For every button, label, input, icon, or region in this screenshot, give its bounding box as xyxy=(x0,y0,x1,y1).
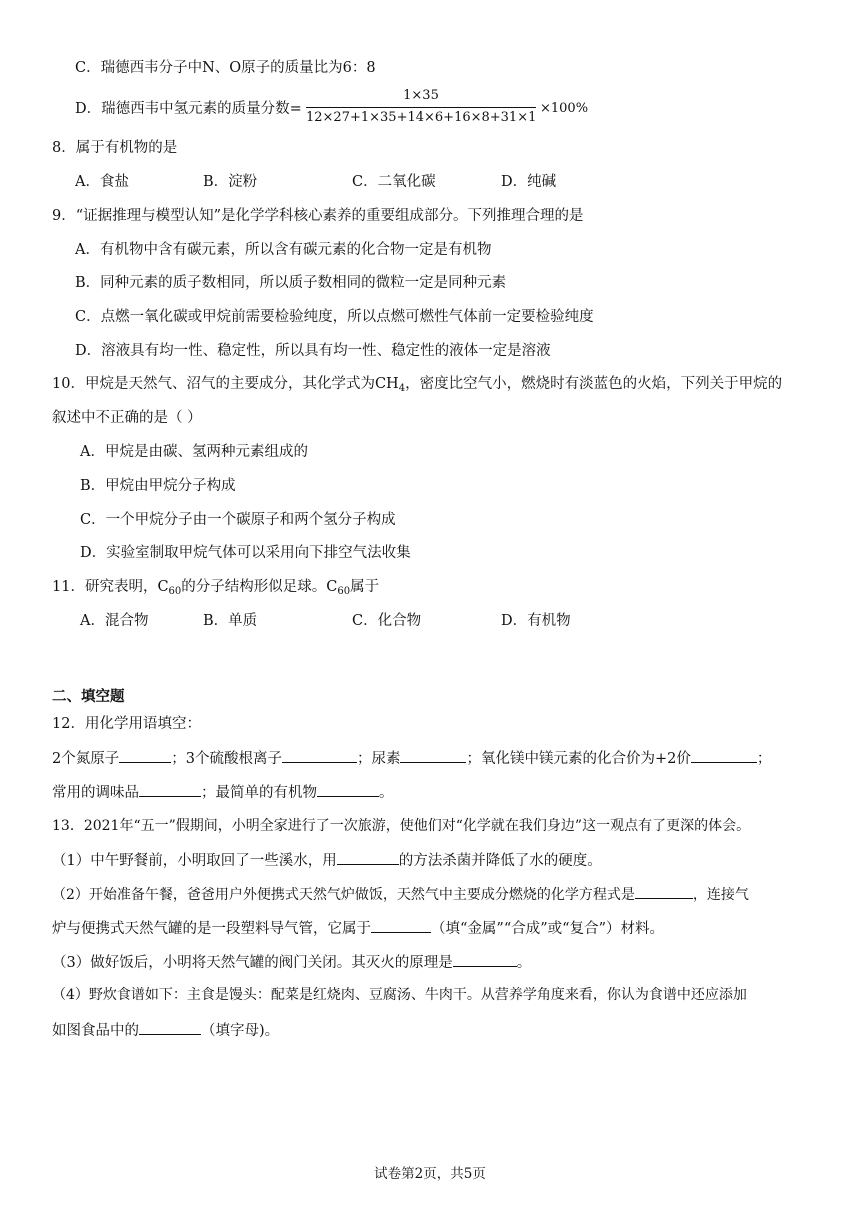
q13-part2-line2 xyxy=(52,917,664,939)
q11-option-c: C．化合物 xyxy=(352,613,422,629)
q13-stem: 13．2021年“五一”假期间，小明全家进行了一次旅游，使他们对“化学就在我们身边”这一观点有了更深的体会。 xyxy=(52,818,751,834)
answer-blank[interactable] xyxy=(691,747,757,763)
q11-option-d: D．有机物 xyxy=(501,613,571,629)
q9-option-a: A．有机物中含有碳元素，所以含有碳元素的化合物一定是有机物 xyxy=(75,242,492,258)
q12-text: ； xyxy=(756,751,772,767)
q13-part4-line2 xyxy=(52,1019,279,1041)
q7-option-d-prefix: D．瑞德西韦中氢元素的质量分数= xyxy=(75,101,302,117)
q13-text: 炉与便携式天然气罐的是一段塑料导气管，它属于 xyxy=(52,921,371,937)
q8-options xyxy=(75,172,775,192)
q7-suffix: ×100% xyxy=(540,101,589,116)
q10-option-b: B．甲烷由甲烷分子构成 xyxy=(80,478,236,494)
q9-option-d: D．溶液具有均一性、稳定性，所以具有均一性、稳定性的液体一定是溶液 xyxy=(75,343,551,359)
q11-stem-part: 11．研究表明，C xyxy=(52,579,169,595)
answer-blank[interactable] xyxy=(400,747,466,763)
q8-option-d: D．纯碱 xyxy=(501,174,557,190)
q12-text: ；最简单的有机物 xyxy=(201,785,317,801)
fraction-denominator: 12×27+1×35+14×6+16×8+31×1 xyxy=(306,110,537,125)
q8-option-b: B．淀粉 xyxy=(203,174,258,190)
q13-text: （3）做好饭后，小明将天然气罐的阀门关闭。其灭火的原理是 xyxy=(52,955,453,971)
q10-stem-part: 10．甲烷是天然气、沼气的主要成分，其化学式为CH xyxy=(52,376,399,392)
q9-stem: 9．“证据推理与模型认知”是化学学科核心素养的重要组成部分。下列推理合理的是 xyxy=(52,208,584,224)
q11-option-a: A．混合物 xyxy=(80,613,149,629)
answer-blank[interactable] xyxy=(453,951,517,967)
fraction-bar xyxy=(306,107,536,108)
q7-option-c: C．瑞德西韦分子中N、O原子的质量比为6：8 xyxy=(75,60,376,76)
q13-part3 xyxy=(52,951,531,973)
q12-text: 常用的调味品 xyxy=(52,785,139,801)
q11-subscript: 60 xyxy=(337,586,351,597)
q9-option-b: B．同种元素的质子数相同，所以质子数相同的微粒一定是同种元素 xyxy=(75,275,507,291)
q10-option-d: D．实验室制取甲烷气体可以采用向下排空气法收集 xyxy=(80,545,411,561)
q13-text: 。 xyxy=(516,955,532,971)
q11-options xyxy=(80,611,780,631)
q7-fraction xyxy=(306,88,536,132)
q10-stem-part: ，密度比空气小，燃烧时有淡蓝色的火焰，下列关于甲烷的 xyxy=(405,376,783,392)
q13-text: （2）开始准备午餐，爸爸用户外便携式天然气炉做饭，天然气中主要成分燃烧的化学方程式是 xyxy=(52,887,635,903)
q10-option-c: C．一个甲烷分子由一个碳原子和两个氢分子构成 xyxy=(80,512,396,528)
answer-blank[interactable] xyxy=(337,849,399,865)
q12-line2 xyxy=(52,781,394,803)
q11-option-b: B．单质 xyxy=(203,613,258,629)
q13-text: 如图食品中的 xyxy=(52,1023,139,1039)
q8-option-a: A．食盐 xyxy=(75,174,129,190)
page-footer: 试卷第2页，共5页 xyxy=(374,1166,486,1182)
answer-blank[interactable] xyxy=(119,747,171,763)
q11-stem-part: 的分子结构形似足球。C xyxy=(181,579,338,595)
q8-stem: 8．属于有机物的是 xyxy=(52,140,178,156)
section-title: 二、填空题 xyxy=(52,688,125,705)
q12-text: 2个氮原子 xyxy=(52,751,120,767)
answer-blank[interactable] xyxy=(371,917,431,933)
q12-text: 。 xyxy=(379,785,394,801)
q13-text: ，连接气 xyxy=(692,887,749,903)
q11-stem-part: 属于 xyxy=(350,579,380,595)
q9-option-c: C．点燃一氧化碳或甲烷前需要检验纯度，所以点燃可燃性气体前一定要检验纯度 xyxy=(75,309,594,325)
q10-subscript: 4 xyxy=(398,383,406,394)
answer-blank[interactable] xyxy=(139,1019,201,1035)
q12-text: ；氧化镁中镁元素的化合价为+2价 xyxy=(466,751,691,767)
q13-part4: （4）野炊食谱如下：主食是馒头：配菜是红烧肉、豆腐汤、牛肉干。从营养学角度来看，你认为食谱中还应添加 xyxy=(52,987,747,1003)
q8-option-c: C．二氧化碳 xyxy=(352,174,436,190)
q13-text: 的方法杀菌并降低了水的硬度。 xyxy=(398,853,602,869)
q13-text: （填“金属”“合成”或“复合”）材料。 xyxy=(431,921,664,937)
answer-blank[interactable] xyxy=(282,747,357,763)
q13-part2 xyxy=(52,883,749,905)
q13-part1 xyxy=(52,849,602,871)
q13-text: （1）中午野餐前，小明取回了一些溪水，用 xyxy=(52,853,337,869)
q10-option-a: A．甲烷是由碳、氢两种元素组成的 xyxy=(80,444,308,460)
q12-text: ；尿素 xyxy=(356,751,401,767)
q12-stem: 12．用化学用语填空： xyxy=(52,716,201,732)
q11-stem xyxy=(52,577,379,597)
q13-text: （填字母)。 xyxy=(201,1023,280,1039)
q10-stem-line2: 叙述中不正确的是（ ） xyxy=(52,410,202,426)
q10-stem xyxy=(52,374,782,394)
q11-subscript: 60 xyxy=(168,586,182,597)
answer-blank[interactable] xyxy=(635,883,693,899)
q12-line1 xyxy=(52,747,771,769)
q12-text: ；3个硫酸根离子 xyxy=(171,751,282,767)
answer-blank[interactable] xyxy=(139,781,201,797)
answer-blank[interactable] xyxy=(317,781,379,797)
fraction-numerator: 1×35 xyxy=(403,88,439,103)
